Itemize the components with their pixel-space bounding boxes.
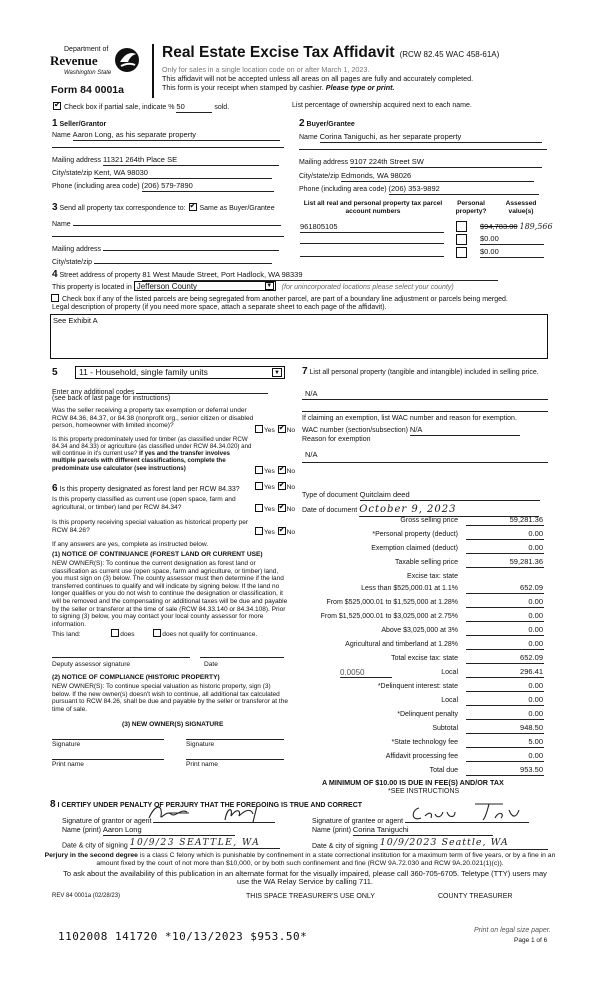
seller-name-line-2[interactable] <box>52 147 284 148</box>
header-divider <box>152 44 154 98</box>
total-due-value[interactable]: 953.50 <box>466 766 544 776</box>
parcel-number-1[interactable]: 961805105 <box>300 223 444 233</box>
tier-4-value[interactable]: 0.00 <box>466 626 544 636</box>
taxable-value[interactable]: 59,281.36 <box>466 558 544 568</box>
parcels-col-header-3: Assessed value(s) <box>505 200 537 215</box>
timber-question <box>52 436 252 472</box>
ownership-note: List percentage of ownership acquired next to each name. <box>292 102 472 109</box>
parcel-2-personal-checkbox[interactable] <box>456 234 467 245</box>
total-state-value[interactable]: 652.09 <box>466 654 544 664</box>
deputy-signature-label: Deputy assessor signature <box>52 661 131 668</box>
parcel-2-value[interactable]: $0.00 <box>480 235 544 245</box>
dor-emblem-icon <box>112 46 142 74</box>
personal-property-line-2[interactable] <box>302 411 548 412</box>
section-7-number: 7 <box>302 366 308 377</box>
section-2-heading <box>299 118 355 130</box>
treasurer-only-label: THIS SPACE TREASURER'S USE ONLY <box>246 893 375 900</box>
grantee-sig-row <box>312 814 552 826</box>
timber-question-bold: If yes and the transfer involves multiple parcels with different classifications, complete the predominate use calculator (see instructions) <box>52 450 230 472</box>
exemption-yes-checkbox[interactable] <box>255 425 263 433</box>
section-7-label-row <box>302 366 548 378</box>
doc-type-row <box>302 491 548 501</box>
grantor-name-row <box>62 826 294 836</box>
perjury-note <box>44 852 556 867</box>
parcel-number-3[interactable] <box>300 256 444 257</box>
cashier-stamp: 1102008 141720 *10/13/2023 $953.50* <box>58 930 308 943</box>
county-dropdown-chevron-icon[interactable]: ▼ <box>266 283 273 289</box>
wac-field[interactable]: N/A <box>410 426 520 436</box>
excise-state-label: Excise tax: state <box>407 573 458 580</box>
grantor-signature-field[interactable] <box>153 814 275 823</box>
forest-yes-checkbox[interactable] <box>255 482 263 490</box>
header-sub-1: Only for sales in a single location code on or after March 1, 2023. <box>162 65 370 74</box>
legal-description-box[interactable] <box>50 314 548 359</box>
buyer-phone-field[interactable]: (206) 353-9892 <box>389 185 539 195</box>
section-2-title: Buyer/Grantee <box>306 121 355 128</box>
seller-name-label: Name <box>52 132 71 139</box>
grantor-name-field[interactable]: Aaron Long <box>103 826 235 836</box>
section-3-name-field[interactable] <box>73 218 281 226</box>
section-3-city-row <box>52 256 284 267</box>
new-owner-signature-line-1[interactable] <box>52 739 164 740</box>
section-1-title: Seller/Grantor <box>59 121 107 128</box>
grantor-sig-row <box>62 814 294 826</box>
parcel-1-value[interactable] <box>480 222 560 232</box>
current-use-yes-checkbox[interactable] <box>255 504 263 512</box>
see-instructions-note: *SEE INSTRUCTIONS <box>388 788 460 795</box>
tier-5-value[interactable]: 0.00 <box>466 640 544 650</box>
tech-fee-label: *State technology fee <box>391 739 458 746</box>
section-3-row <box>52 202 275 214</box>
section-3-label: Send all property tax correspondence to: <box>59 205 186 212</box>
seller-name-field[interactable]: Aaron Long, as his separate property <box>73 131 280 141</box>
deputy-date-label: Date <box>204 661 218 668</box>
parcel-number-2[interactable] <box>300 243 444 244</box>
land-does-not-label: does not qualify for continuance. <box>162 631 258 638</box>
seller-mailing-label: Mailing address <box>52 157 102 164</box>
timber-question-text: Is this property predominately used for timber (as classified under RCW 84.34 and 84.33) or agriculture (as classified under RCW 84.34.020) and will continue in it's current use? <box>52 436 252 458</box>
current-use-yes-label: Yes <box>264 506 275 513</box>
reason-line[interactable] <box>302 462 548 463</box>
deputy-date-line[interactable] <box>200 657 284 658</box>
grantor-signature-image <box>141 802 291 824</box>
tier-3-value[interactable]: 0.00 <box>466 612 544 622</box>
section-3-city-field[interactable] <box>94 256 272 264</box>
reason-label: Reason for exemption <box>302 436 371 443</box>
partial-sale-label: Check box if partial sale, indicate % <box>63 104 175 111</box>
total-state-label: Total excise tax: state <box>391 655 458 662</box>
section-3-name-label: Name <box>52 221 71 228</box>
signature-label-2: Signature <box>186 741 215 748</box>
local-rate[interactable]: 0.0050 <box>340 668 392 678</box>
grantee-name-row <box>312 826 552 836</box>
personal-property-line-1[interactable] <box>302 399 548 400</box>
timber-yes-checkbox[interactable] <box>255 466 263 474</box>
current-use-question: Is this property classified as current use (open space, farm and agricultural, or timber) land per RCW 84.34? <box>52 496 236 511</box>
section-3-mailing-field[interactable] <box>103 243 279 251</box>
delinquent-state-value[interactable]: 0.00 <box>466 682 544 692</box>
seller-phone-row <box>52 182 284 192</box>
county-row <box>52 281 548 292</box>
timber-no-label: No <box>286 468 296 475</box>
parcel-1-personal-checkbox[interactable] <box>456 221 467 232</box>
personal-property-value[interactable]: N/A <box>305 389 318 398</box>
use-code-chevron-icon[interactable]: ▼ <box>272 368 282 377</box>
total-due-label: Total due <box>429 767 458 774</box>
section-4-street-row <box>52 269 548 281</box>
form-title-block <box>162 44 562 62</box>
form-title: Real Estate Excise Tax Affidavit <box>162 44 395 61</box>
notice-2-body: NEW OWNER(S): To continue special valuation as historic property, sign (3) below. If the new owner(s) doesn't wish to continue, all additional tax calculated pursuant to RCW 84.26, shall be due and payable by the seller or transferor at the time of sale. <box>52 683 288 713</box>
parcel-1-value-struck: $94,783.00 <box>480 222 518 231</box>
section-3-name-line-2[interactable] <box>52 236 284 237</box>
historic-yes-label: Yes <box>264 529 275 536</box>
timber-no-checkbox[interactable] <box>278 466 286 474</box>
grantee-signature-field[interactable] <box>405 814 529 823</box>
print-name-line-2[interactable] <box>186 759 284 760</box>
delinquent-penalty-value[interactable]: 0.00 <box>466 710 544 720</box>
seller-phone-label: Phone (including area code) <box>52 183 140 190</box>
perjury-note-text: is a class C felony which is punishable by confinement in a state correctional institution for a maximum term of five years, or by a fine in an amount fixed by the court of not more than $10,000, or by both such confinement and fine (RCW 9A.72.030 and RCW 9A.20.021(1)(c)). <box>96 852 556 867</box>
legal-paper-note: Print on legal size paper. <box>474 927 551 934</box>
county-note: (for unincorporated locations please select your county) <box>281 284 454 291</box>
local-value[interactable]: 296.41 <box>466 668 544 678</box>
print-name-line-1[interactable] <box>52 759 164 760</box>
current-use-no-label: No <box>286 506 296 513</box>
buyer-mailing-label: Mailing address <box>299 159 349 166</box>
buyer-name-field[interactable]: Corina Taniguchi, as her separate property <box>320 133 542 143</box>
county-value: Jefferson County <box>136 282 198 291</box>
grantee-date-row <box>312 838 564 851</box>
section-1-heading <box>52 118 106 130</box>
perjury-note-bold: Perjury in the second degree <box>44 852 138 859</box>
print-name-label-2: Print name <box>186 761 218 768</box>
page-number: Page 1 of 6 <box>514 937 548 944</box>
tier-1-value[interactable]: 652.09 <box>466 584 544 594</box>
doc-date-label: Date of document <box>302 507 358 514</box>
timber-yes-label: Yes <box>264 468 275 475</box>
additional-codes-note: (see back of last page for instructions) <box>52 395 171 402</box>
same-as-buyer-checkbox[interactable] <box>189 203 197 211</box>
alternate-format-note: To ask about the availability of this publication in an alternate format for the visually impaired, please call 360-705-6705. Teletype (TTY) users may use the WA Relay Service by calling 711. <box>63 869 547 887</box>
buyer-name-line-2[interactable] <box>299 149 547 150</box>
land-does-checkbox[interactable] <box>111 629 119 637</box>
historic-question: Is this property receiving special valuation as historical property per RCW 84.26? <box>52 519 249 534</box>
header-sub-3 <box>162 84 395 92</box>
parcel-3-value[interactable]: $0.00 <box>480 248 544 258</box>
forest-no-checkbox[interactable] <box>278 482 286 490</box>
section-2-number: 2 <box>299 118 305 129</box>
grantee-signature-image <box>405 800 535 824</box>
exemption-no-checkbox[interactable] <box>278 425 286 433</box>
tier-4-label: Above $3,025,000 at 3% <box>381 627 458 634</box>
grantee-date-field[interactable]: 10/9/2023 Seattle, WA <box>380 838 548 850</box>
current-use-answer <box>254 504 295 514</box>
processing-fee-label: Affidavit processing fee <box>385 753 458 760</box>
answers-note: If any answers are yes, complete as instructed below. <box>52 541 209 548</box>
header-sub-2: This affidavit will not be accepted unless all areas on all pages are fully and accurately completed. <box>162 74 474 83</box>
buyer-mailing-row <box>299 158 547 168</box>
exemption-yes-label: Yes <box>264 427 275 434</box>
exemption-value[interactable]: 0.00 <box>466 544 544 554</box>
delinquent-penalty-label: *Delinquent penalty <box>397 711 458 718</box>
additional-codes-field[interactable] <box>136 386 268 394</box>
buyer-city-label: City/state/zip <box>299 173 340 180</box>
buyer-city-field[interactable]: Edmonds, WA 98026 <box>341 172 534 182</box>
print-name-label-1: Print name <box>52 761 84 768</box>
grantor-date-label: Date & city of signing <box>62 842 128 850</box>
section-3-number: 3 <box>52 202 58 213</box>
partial-sale-checkbox[interactable] <box>53 102 61 110</box>
use-code-select[interactable] <box>75 366 285 379</box>
land-does-not-checkbox[interactable] <box>153 629 161 637</box>
seller-mailing-row <box>52 156 284 166</box>
personal-label: *Personal property (deduct) <box>372 531 458 538</box>
grantor-date-row <box>62 838 298 850</box>
buyer-name-label: Name <box>299 134 318 141</box>
historic-no-label: No <box>286 529 296 536</box>
section-4-number: 4 <box>52 269 58 280</box>
segregated-checkbox[interactable] <box>51 294 59 302</box>
grantee-sig-label: Signature of grantee or agent <box>312 818 404 825</box>
this-land-label: This land: <box>52 631 81 638</box>
partial-sale-row <box>52 102 229 113</box>
delinquent-state-label: *Delinquent interest: state <box>377 683 458 690</box>
section-3-city-label: City/state/zip <box>52 259 93 266</box>
new-owner-signature-line-2[interactable] <box>186 739 284 740</box>
forest-land-text: Is this property designated as forest land per RCW 84.33? <box>59 486 240 493</box>
minimum-fee-note: A MINIMUM OF $10.00 IS DUE IN FEE(S) AND/OR TAX <box>322 778 504 787</box>
parcels-col-header-1: List all real and personal property tax parcel account numbers <box>303 200 443 215</box>
seller-city-field[interactable]: Kent, WA 98030 <box>94 169 272 179</box>
delinquent-local-value[interactable]: 0.00 <box>466 696 544 706</box>
historic-answer <box>254 527 295 537</box>
additional-codes-label: Enter any additional codes <box>52 389 135 396</box>
seller-mailing-field[interactable]: 11321 264th Place SE <box>103 156 279 166</box>
buyer-phone-row <box>299 185 547 195</box>
dept-line-1: Department of <box>64 46 109 53</box>
county-select[interactable] <box>134 281 276 291</box>
new-owner-signature-heading: (3) NEW OWNER(S) SIGNATURE <box>122 721 224 728</box>
buyer-city-row <box>299 172 547 182</box>
section-7-label: List all personal property (tangible and intangible) included in selling price. <box>309 369 539 376</box>
buyer-name-row <box>299 133 547 143</box>
reason-value[interactable]: N/A <box>305 450 318 459</box>
segregated-row <box>50 294 550 304</box>
section-3-mailing-row <box>52 243 284 254</box>
buyer-mailing-field[interactable]: 9107 224th Street SW <box>350 158 542 168</box>
seller-city-label: City/state/zip <box>52 170 93 177</box>
historic-yes-checkbox[interactable] <box>255 527 263 535</box>
exemption-label: Exemption claimed (deduct) <box>371 545 458 552</box>
local-label: Local <box>441 669 458 676</box>
use-code-value: 11 - Household, single family units <box>79 367 208 377</box>
signature-label-1: Signature <box>52 741 81 748</box>
grantor-name-label: Name (print) <box>62 827 101 834</box>
seller-city-row <box>52 169 284 179</box>
historic-no-checkbox[interactable] <box>278 527 286 535</box>
section-3-name-row <box>52 218 284 229</box>
section-1-number: 1 <box>52 118 58 129</box>
section-3-mailing-label: Mailing address <box>52 246 102 253</box>
doc-date-field[interactable]: October 9, 2023 <box>359 504 539 517</box>
current-use-no-checkbox[interactable] <box>278 504 286 512</box>
street-label: Street address of property <box>59 272 141 279</box>
notice-1-title: (1) NOTICE OF CONTINUANCE (FOREST LAND OR CURRENT USE) <box>52 551 263 558</box>
seller-name-row <box>52 131 284 141</box>
grantee-name-field[interactable]: Corina Taniguchi <box>353 826 493 836</box>
timber-answer <box>254 466 295 476</box>
notice-2-title: (2) NOTICE OF COMPLIANCE (HISTORIC PROPERTY) <box>52 674 220 681</box>
same-as-buyer-label: Same as Buyer/Grantee <box>199 205 275 212</box>
grantee-name-label: Name (print) <box>312 827 351 834</box>
grantor-sig-label: Signature of grantor or agent <box>62 818 152 825</box>
deputy-signature-line[interactable] <box>52 657 190 658</box>
seller-phone-field[interactable]: (206) 579-7890 <box>142 182 274 192</box>
buyer-phone-label: Phone (including area code) <box>299 186 387 193</box>
tier-1-label: Less than $525,000.01 at 1.1% <box>361 585 458 592</box>
processing-fee-value[interactable]: 0.00 <box>466 752 544 762</box>
tier-2-value[interactable]: 0.00 <box>466 598 544 608</box>
tier-3-label: From $1,525,000.01 to $3,025,000 at 2.75% <box>320 613 458 620</box>
form-number: Form 84 0001a <box>51 84 124 96</box>
header-sub-3a: This form is your receipt when stamped by cashier. <box>162 83 326 92</box>
rev-number: REV 84 0001a (02/28/23) <box>52 893 121 899</box>
parcel-1-value-handwritten: 189,566 <box>519 222 553 231</box>
partial-sale-percent[interactable]: 50 <box>176 103 212 113</box>
tier-5-label: Agricultural and timberland at 1.28% <box>345 641 458 648</box>
forest-no-label: No <box>286 484 296 491</box>
header-sub-3b: Please type or print. <box>325 83 395 92</box>
segregated-label: Check box if any of the listed parcels are being segregated from another parcel, are part of a boundary line adjustment or parcels being merged. <box>61 296 508 303</box>
forest-land-question <box>52 483 262 495</box>
section-5-number: 5 <box>52 367 58 378</box>
dept-line-3: Washington State <box>64 70 112 76</box>
grantee-date-label: Date & city of signing <box>312 842 378 850</box>
this-land-row <box>52 629 290 639</box>
parcel-3-personal-checkbox[interactable] <box>456 247 467 258</box>
section-8-number: 8 <box>50 799 56 810</box>
land-does-label: does <box>120 631 135 638</box>
wac-label: WAC number (section/subsection) <box>302 427 408 434</box>
gross-value[interactable]: 59,281.36 <box>466 516 544 526</box>
legal-description-text: See Exhibit A <box>53 316 98 325</box>
exemption-no-label: No <box>286 427 296 434</box>
partial-sale-sold: sold. <box>214 104 230 111</box>
certify-text: I CERTIFY UNDER PENALTY OF PERJURY THAT THE FOREGOING IS TRUE AND CORRECT <box>57 802 363 809</box>
doc-type-label: Type of document <box>302 492 358 499</box>
exemption-question: Was the seller receiving a property tax exemption or deferral under RCW 84.36, 84.37, or 84.38 (nonprofit org., senior citizen or disabled person, homeowner with limited income)? <box>52 407 254 430</box>
doc-type-field[interactable]: Quitclaim deed <box>360 491 540 501</box>
subtotal-value[interactable]: 948.50 <box>466 724 544 734</box>
forest-land-answer <box>254 482 295 492</box>
subtotal-label: Subtotal <box>432 725 458 732</box>
delinquent-local-label: Local <box>441 697 458 704</box>
parcels-col-header-2: Personal property? <box>455 200 487 215</box>
gross-label: Gross selling price <box>400 517 458 524</box>
personal-value[interactable]: 0.00 <box>466 530 544 540</box>
tier-2-label: From $525,000.01 to $1,525,000 at 1.28% <box>326 599 458 606</box>
wac-row <box>302 426 548 436</box>
exemption-claim-label: If claiming an exemption, list WAC number and reason for exemption. <box>302 415 517 422</box>
legal-description-label: Legal description of property (if you need more space, attach a separate sheet to each page of the affidavit). <box>52 304 387 311</box>
taxable-label: Taxable selling price <box>394 559 458 566</box>
dept-line-2: Revenue <box>50 53 98 68</box>
county-label: This property is located in <box>52 284 132 291</box>
section-6-number: 6 <box>52 483 58 494</box>
street-field[interactable]: 81 West Maude Street, Port Hadlock, WA 98339 <box>142 271 498 281</box>
grantor-date-field[interactable]: 10/9/23 SEATTLE, WA <box>130 838 280 849</box>
tech-fee-value[interactable]: 5.00 <box>466 738 544 748</box>
county-treasurer-label: COUNTY TREASURER <box>438 893 513 900</box>
exemption-answer <box>254 425 295 435</box>
forest-yes-label: Yes <box>264 484 275 491</box>
notice-1-body: NEW OWNER(S): To continue the current designation as forest land or classification as current use (open space, farm and agriculture, or timber) land, you must sign on (3) below. The county assessor must then determine if the land transferred continues to qualify and will indicate by signing below. If the land no longer qualifies or you do not wish to continue the designation or classification, it will be removed and the compensating or additional taxes will be due and payable by the seller or transferor at the time of sale (RCW 84.33.140 or 84.34.108). Prior to signing (3) below, you may contact your local county assessor for more information. <box>52 560 288 628</box>
form-title-ref: (RCW 82.45 WAC 458-61A) <box>399 50 500 59</box>
